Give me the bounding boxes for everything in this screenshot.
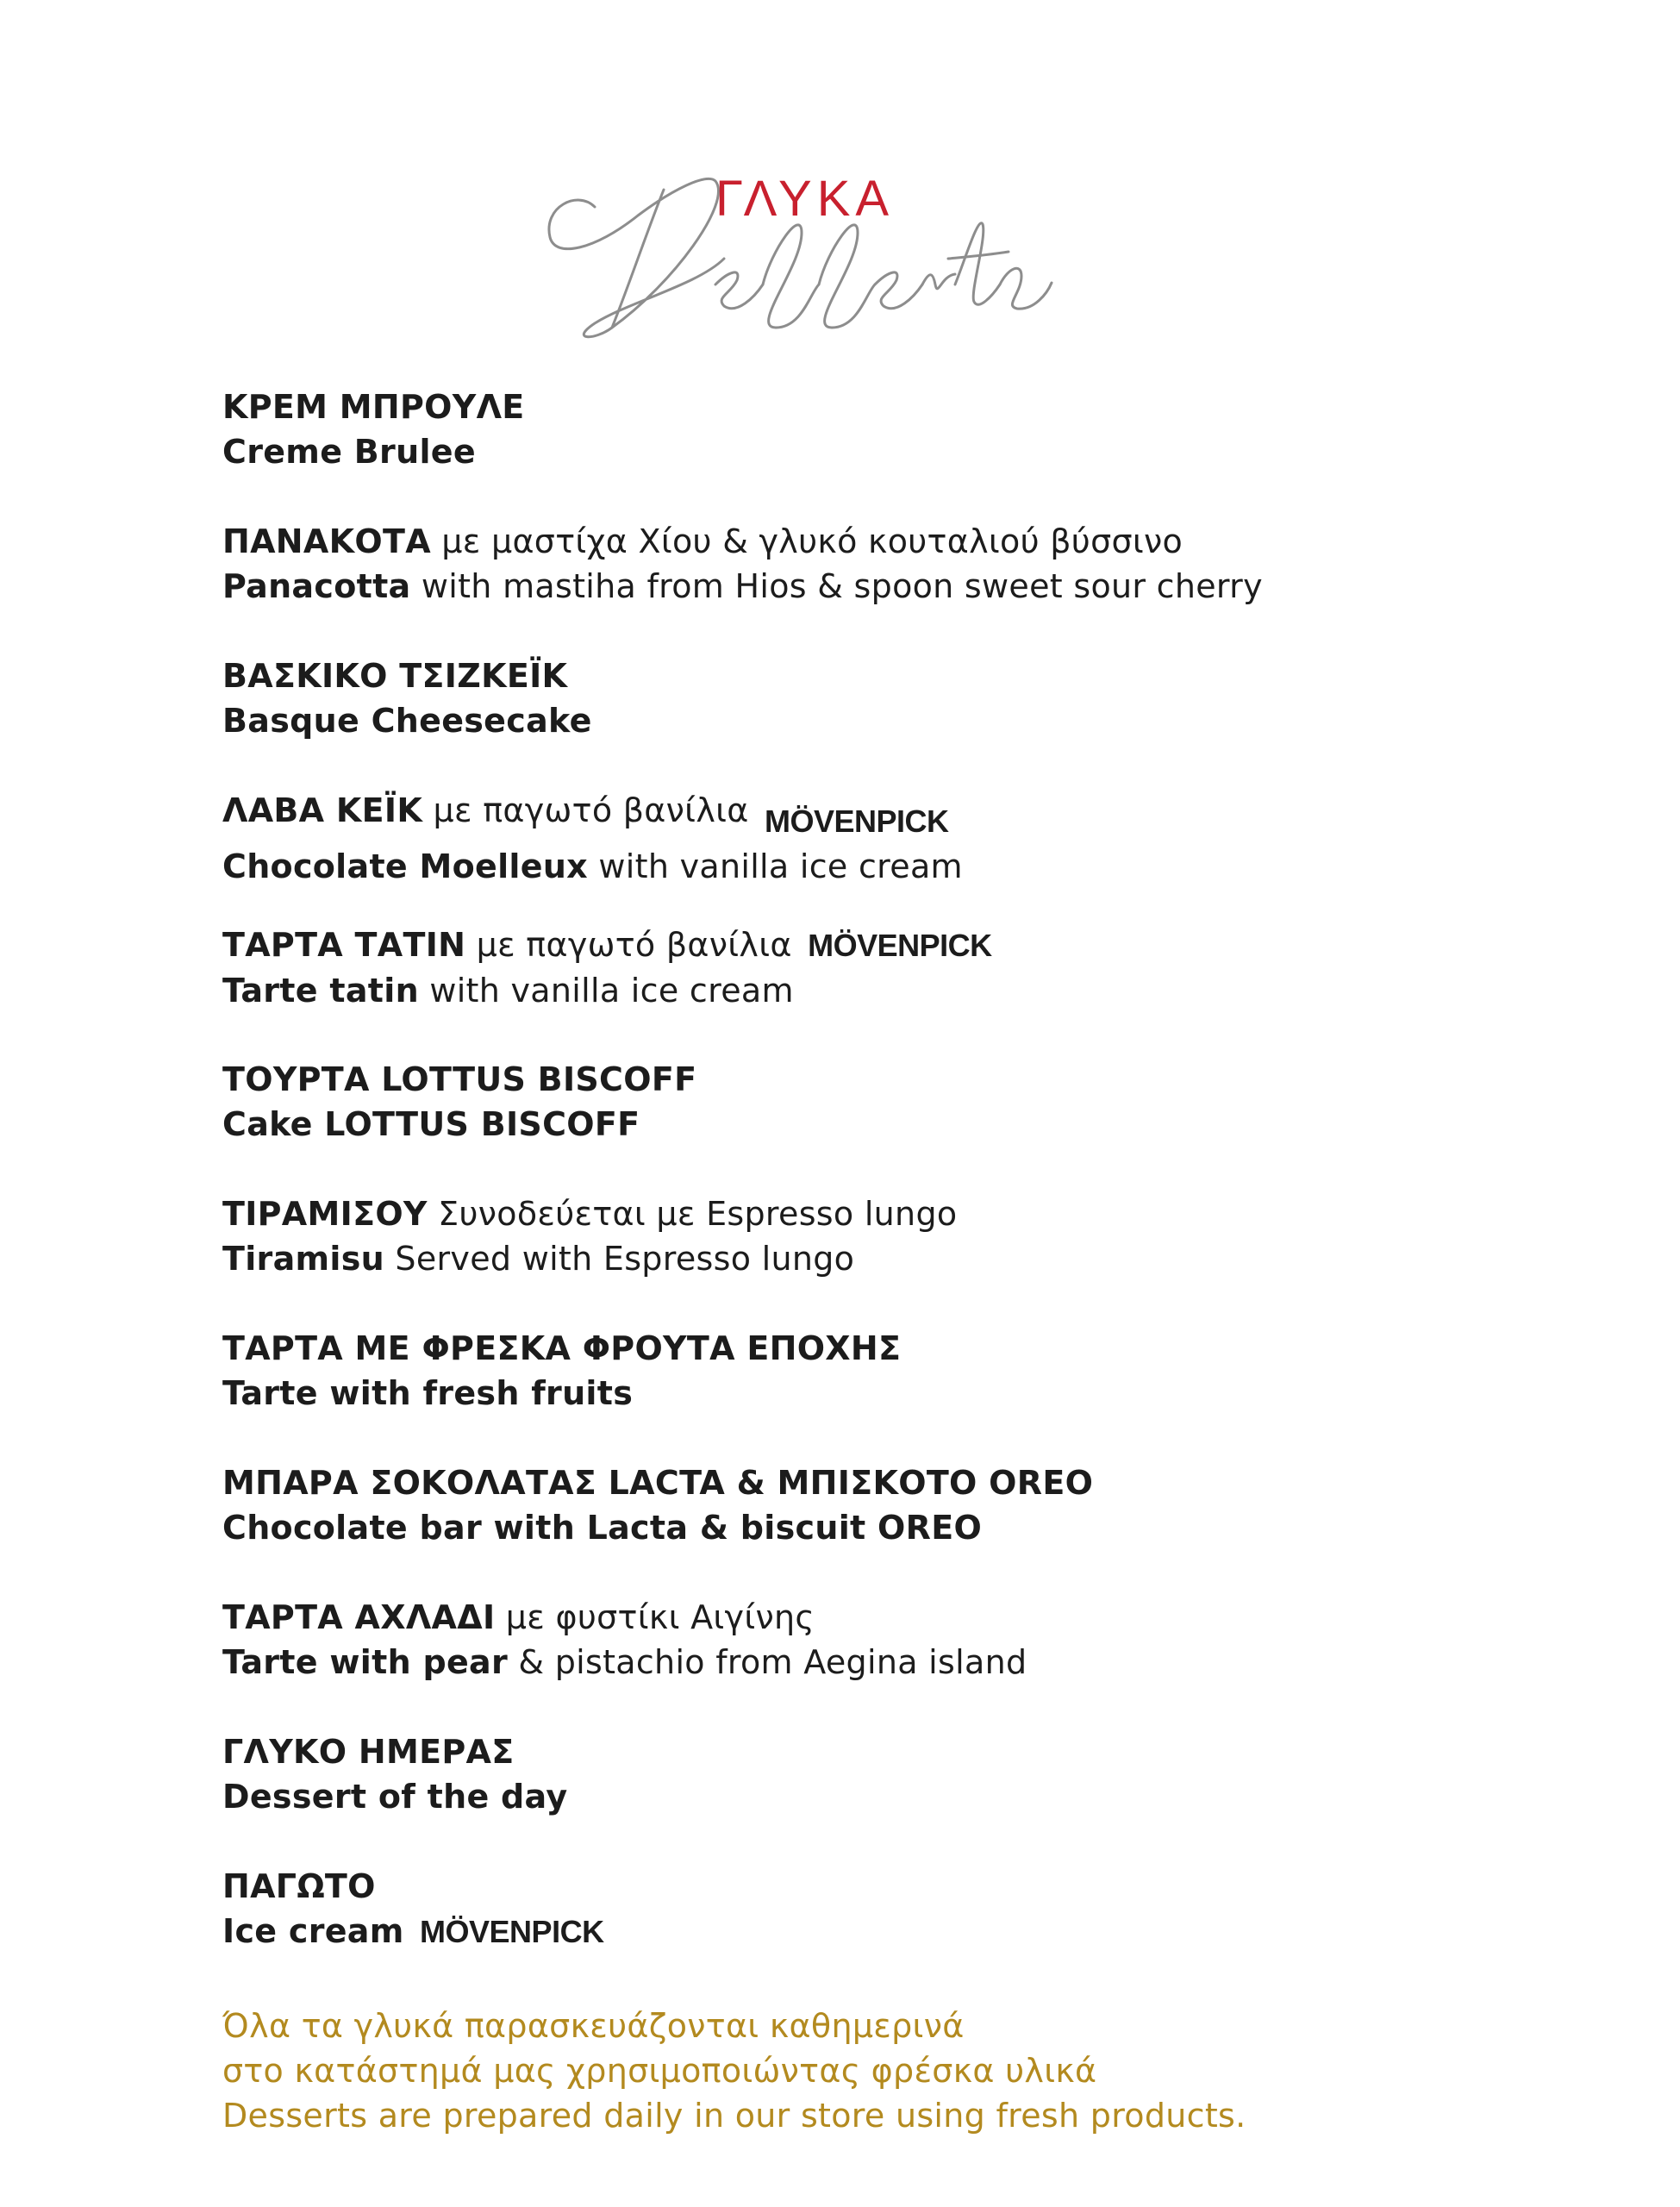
greek-item-name: ΛΑΒΑ ΚΕΪΚ: [222, 791, 423, 829]
menu-item: [222, 1191, 1515, 1326]
greek-item-desc: Συνοδεύεται με Espresso lungo: [427, 1195, 958, 1233]
menu-item: [222, 1729, 1515, 1864]
greek-line: [222, 1460, 1515, 1505]
english-line: [222, 1371, 1515, 1416]
english-item-name: Tarte with pear: [222, 1643, 509, 1681]
english-item-name: Cake LOTTUS BISCOFF: [222, 1105, 640, 1143]
footer-line-greek-1: Όλα τα γλυκά παρασκευάζονται καθημερινά: [222, 2007, 965, 2045]
menu-item: [222, 1326, 1515, 1460]
english-item-name: Ice cream: [222, 1912, 404, 1950]
greek-item-desc: με παγωτό βανίλια: [422, 791, 749, 829]
brand-name: MÖVENPICK: [765, 803, 949, 839]
menu-item: [222, 922, 1515, 1057]
greek-item-name: ΠΑΓΩΤΟ: [222, 1867, 376, 1905]
greek-item-name: ΓΛΥΚΟ ΗΜΕΡΑΣ: [222, 1733, 515, 1771]
english-line: [222, 968, 1515, 1013]
greek-item-desc: με παγωτό βανίλια: [465, 926, 792, 964]
greek-item-name: ΤΟΥΡΤΑ LOTTUS BISCOFF: [222, 1060, 697, 1098]
footer-note: [222, 2004, 1246, 2138]
greek-line: [222, 788, 1515, 844]
movenpick-logo: [420, 1910, 604, 1954]
greek-line: [222, 1326, 1515, 1371]
menu-item: [222, 1864, 1515, 1998]
english-item-desc: with vanilla ice cream: [418, 972, 794, 1010]
english-item-name: Panacotta: [222, 567, 411, 605]
greek-line: [222, 1729, 1515, 1774]
english-item-name: Tiramisu: [222, 1240, 385, 1278]
greek-item-desc: με μαστίχα Χίου & γλυκό κουταλιού βύσσινο: [430, 522, 1183, 560]
greek-line: [222, 519, 1515, 564]
movenpick-logo: [765, 799, 949, 844]
english-line: [222, 1774, 1515, 1819]
menu-item: [222, 519, 1515, 653]
english-line: [222, 1909, 1515, 1954]
greek-line: [222, 1191, 1515, 1236]
english-item-name: Basque Cheesecake: [222, 702, 592, 740]
english-item-desc: with mastiha from Hios & spoon sweet sour cherry: [410, 567, 1263, 605]
menu-item: [222, 788, 1515, 922]
english-line: [222, 564, 1515, 609]
dessert-menu: [222, 385, 1515, 1998]
english-item-desc: Served with Espresso lungo: [384, 1240, 855, 1278]
greek-item-name: ΒΑΣΚΙΚΟ ΤΣΙΖΚΕΪΚ: [222, 657, 568, 695]
english-item-desc: & pistachio from Aegina island: [508, 1643, 1027, 1681]
menu-item: [222, 1595, 1515, 1729]
menu-item: [222, 1460, 1515, 1595]
greek-item-desc: με φυστίκι Αιγίνης: [495, 1598, 815, 1636]
greek-line: [222, 1864, 1515, 1909]
menu-header: [543, 155, 1060, 353]
english-line: [222, 1102, 1515, 1147]
english-item-name: Tarte with fresh fruits: [222, 1374, 634, 1412]
menu-item: [222, 385, 1515, 519]
greek-line: [222, 653, 1515, 698]
english-item-name: Chocolate bar with Lacta & biscuit OREO: [222, 1509, 983, 1547]
menu-item: [222, 653, 1515, 788]
english-line: [222, 844, 1515, 889]
greek-line: [222, 385, 1515, 429]
english-line: [222, 1505, 1515, 1550]
greek-item-name: ΤΑΡΤΑ ΤΑΤΙΝ: [222, 926, 466, 964]
brand-name: MÖVENPICK: [808, 928, 992, 963]
greek-item-name: ΤΙΡΑΜΙΣΟΥ: [222, 1195, 428, 1233]
english-item-desc: with vanilla ice cream: [588, 847, 963, 885]
english-item-name: Creme Brulee: [222, 433, 476, 471]
greek-line: [222, 922, 1515, 968]
greek-line: [222, 1595, 1515, 1640]
greek-title: ΓΛΥΚΑ: [715, 171, 895, 227]
footer-line-english: Desserts are prepared daily in our store using fresh products.: [222, 2097, 1246, 2135]
movenpick-logo: [808, 923, 992, 968]
greek-item-name: ΤΑΡΤΑ ΜΕ ΦΡΕΣΚΑ ΦΡΟΥΤΑ ΕΠΟΧΗΣ: [222, 1329, 902, 1367]
menu-item: [222, 1057, 1515, 1191]
greek-line: [222, 1057, 1515, 1102]
english-line: [222, 429, 1515, 474]
footer-line-greek-2: στο κατάστημά μας χρησιμοποιώντας φρέσκα υλικά: [222, 2052, 1097, 2090]
english-line: [222, 1236, 1515, 1281]
greek-item-name: ΤΑΡΤΑ ΑΧΛΑΔΙ: [222, 1598, 496, 1636]
english-item-name: Dessert of the day: [222, 1778, 568, 1816]
greek-item-name: ΠΑΝΑΚΟΤΑ: [222, 522, 431, 560]
english-line: [222, 1640, 1515, 1685]
greek-item-name: ΜΠΑΡΑ ΣΟΚΟΛΑΤΑΣ LACTA & ΜΠΙΣΚΟΤΟ OREO: [222, 1464, 1094, 1502]
brand-name: MÖVENPICK: [420, 1914, 604, 1949]
english-line: [222, 698, 1515, 743]
english-item-name: Chocolate Moelleux: [222, 847, 588, 885]
english-item-name: Tarte tatin: [222, 972, 419, 1010]
greek-item-name: ΚΡΕΜ ΜΠΡΟΥΛΕ: [222, 388, 525, 426]
